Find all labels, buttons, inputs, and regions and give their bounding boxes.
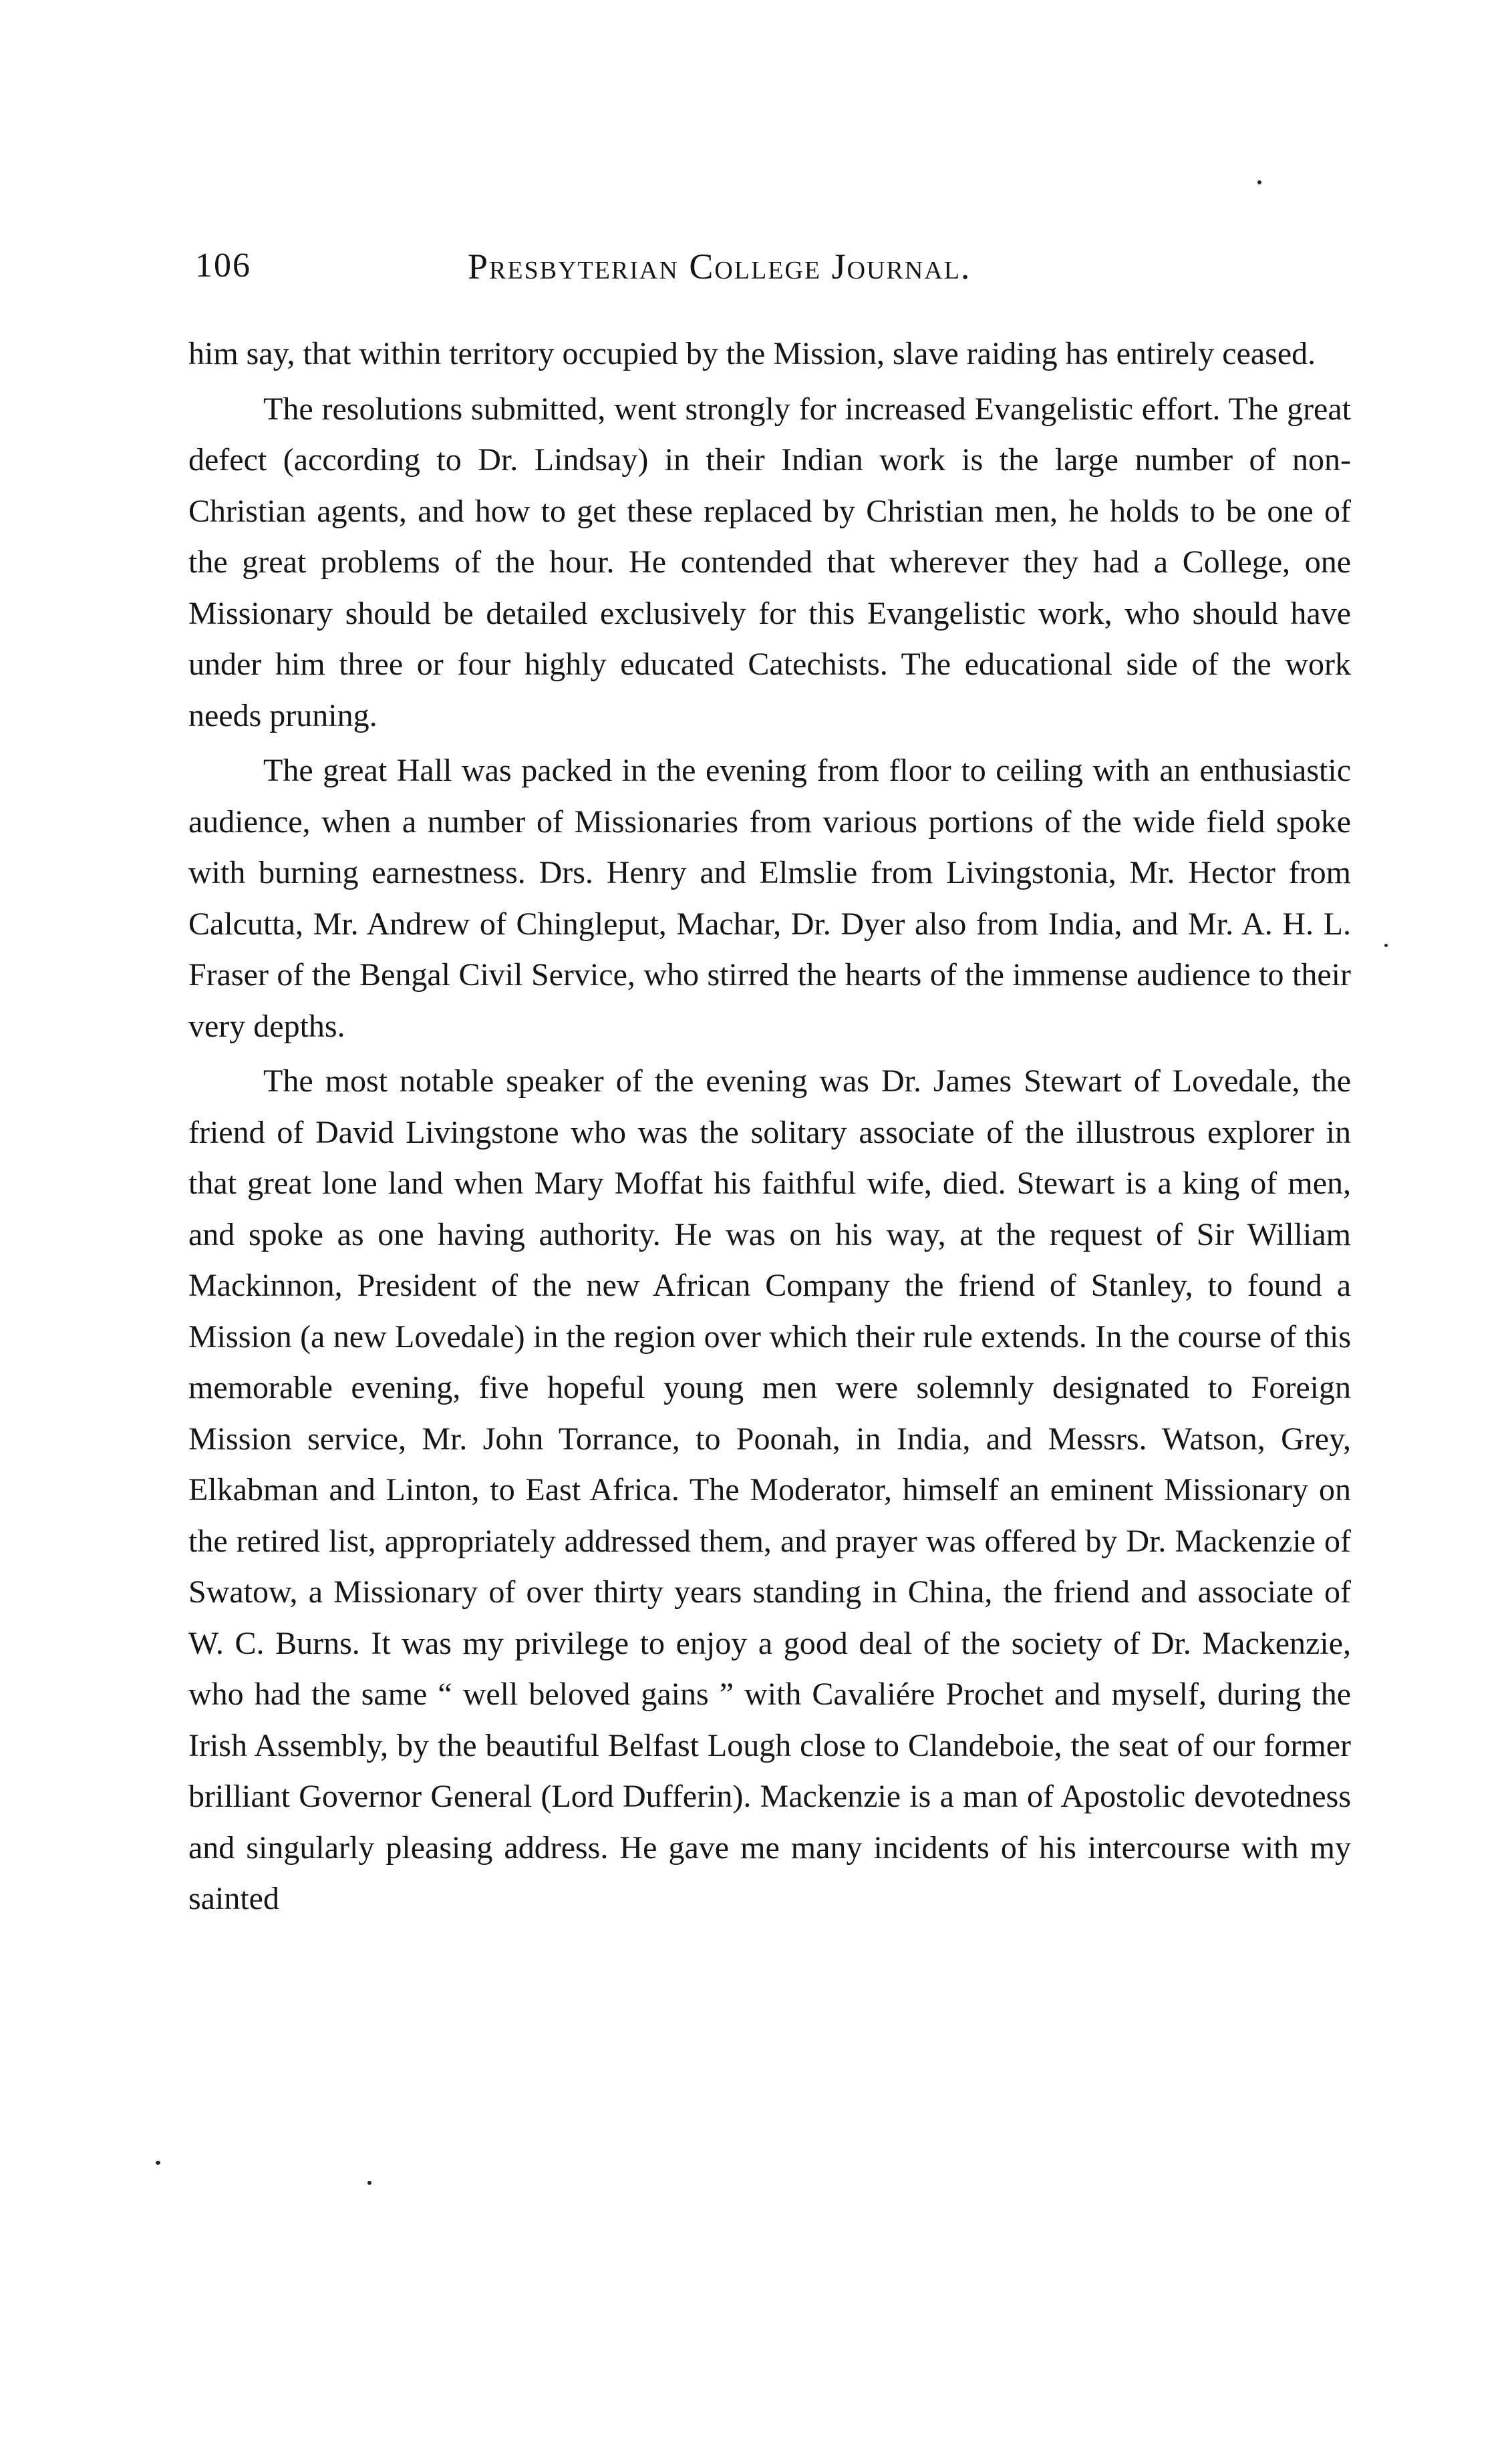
scan-speck: [1257, 180, 1261, 184]
running-title: Presbyterian College Journal.: [468, 246, 971, 287]
paragraph-4: The most notable speaker of the evening was Dr. James Stewart of Lovedale, the friend of David Livingstone who was the solitary associate of the illustrous explorer in that great lone land when Mary Moffat his faithful wife, died. Stewart is a king of men, and spoke as one having authority. He was on his way, at the request of Sir William Mackinnon, President of the new African Company the friend of Stanley, to found a Mission (a new Lovedale) in the region over which their rule extends. In the course of this memorable evening, five hopeful young men were solemnly designated to Foreign Mission service, Mr. John Torrance, to Poonah, in India, and Messrs. Watson, Grey, Elkabman and Linton, to East Africa. The Moderator, himself an eminent Missionary on the retired list, appropriately addressed them, and prayer was offered by Dr. Mackenzie of Swatow, a Missionary of over thirty years standing in China, the friend and associate of W. C. Burns. It was my privilege to enjoy a good deal of the society of Dr. Mackenzie, who had the same “ well beloved gains ” with Cavaliére Prochet and myself, during the Irish Assembly, by the beautiful Belfast Lough close to Clandeboie, the seat of our former brilliant Governor General (Lord Dufferin). Mackenzie is a man of Apostolic devotedness and singularly pleasing address. He gave me many incidents of his intercourse with my sainted: [188, 1063, 1351, 1916]
scan-speck: [367, 2181, 371, 2185]
body-text: [188, 329, 1351, 1925]
paragraph-2: The resolutions submitted, went strongly for increased Evangelistic effort. The great defect (according to Dr. Lindsay) in their Indian work is the large number of non-Christian agents, and how to get these replaced by Christian men, he holds to be one of the great problems of the hour. He contended that wherever they had a College, one Missionary should be detailed exclusively for this Evangelistic work, who should have under him three or four highly educated Catechists. The educational side of the work needs pruning.: [188, 391, 1351, 733]
paragraph-3: The great Hall was packed in the evening from floor to ceiling with an enthusiastic audience, when a number of Missionaries from various portions of the wide field spoke with burning earnestness. Drs. Henry and Elmslie from Livingstonia, Mr. Hector from Calcutta, Mr. Andrew of Chingleput, Machar, Dr. Dyer also from India, and Mr. A. H. L. Fraser of the Bengal Civil Service, who stirred the hearts of the immense audience to their very depths.: [188, 753, 1351, 1044]
scan-speck: [1384, 944, 1388, 947]
scan-speck: [156, 2161, 160, 2165]
paragraph-1: him say, that within territory occupied by the Mission, slave raiding has entirely ceased.: [188, 336, 1316, 371]
page-number: 106: [195, 246, 251, 285]
